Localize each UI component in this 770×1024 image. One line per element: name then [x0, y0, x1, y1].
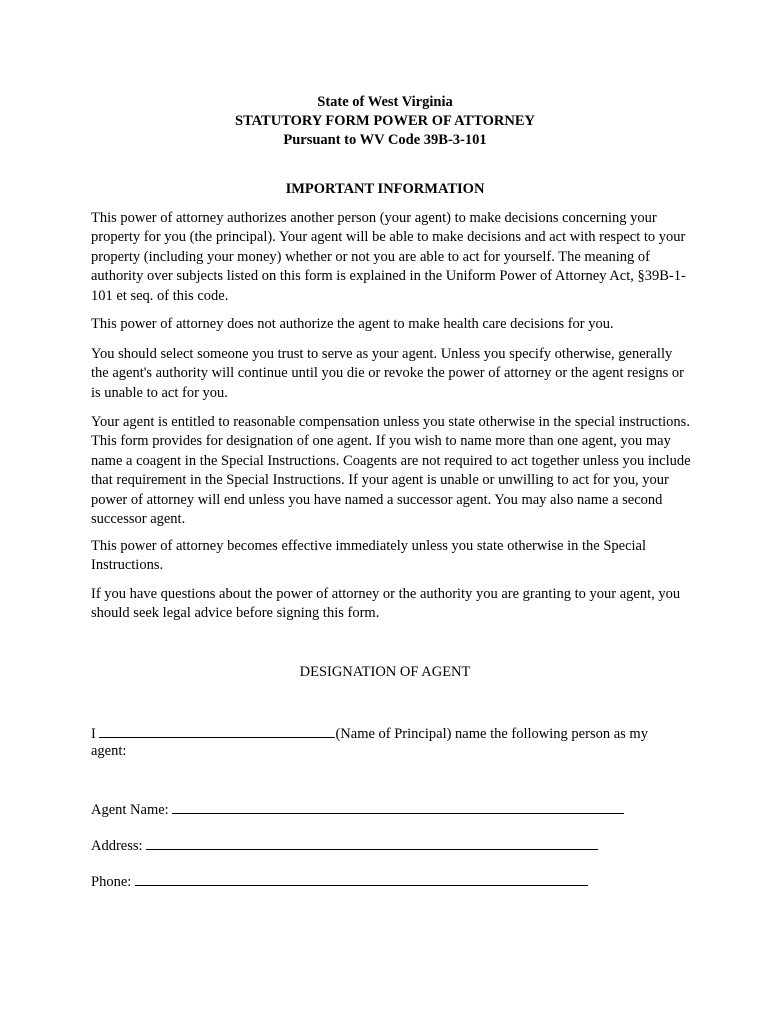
- principal-name-line: [91, 723, 648, 744]
- address-field[interactable]: [146, 835, 598, 850]
- agent-name-line: [91, 799, 624, 820]
- info-paragraph-effective: This power of attorney becomes effective immediately unless you state otherwise in the Special Instructions.: [91, 538, 646, 574]
- principal-prefix: I: [91, 726, 96, 742]
- address-line: [91, 835, 598, 856]
- phone-line: [91, 871, 588, 892]
- principal-suffix: (Name of Principal) name the following person as my: [335, 726, 648, 742]
- principal-continuation: agent:: [91, 743, 127, 759]
- info-paragraph-legal-advice: If you have questions about the power of attorney or the authority you are granting to your agent, you should seek legal advice before signing this form.: [91, 586, 681, 622]
- state-title: State of West Virginia: [317, 94, 453, 110]
- phone-field[interactable]: [135, 871, 588, 886]
- code-reference: Pursuant to WV Code 39B-3-101: [283, 132, 487, 148]
- info-paragraph-health-care: This power of attorney does not authorize the agent to make health care decisions for you.: [91, 316, 614, 332]
- principal-name-field[interactable]: [99, 723, 335, 738]
- form-title: STATUTORY FORM POWER OF ATTORNEY: [235, 113, 535, 129]
- important-info-heading: IMPORTANT INFORMATION: [285, 181, 485, 197]
- address-label: Address:: [91, 838, 147, 854]
- phone-label: Phone:: [91, 874, 135, 890]
- designation-heading: DESIGNATION OF AGENT: [299, 664, 471, 680]
- agent-name-field[interactable]: [172, 799, 624, 814]
- info-paragraph-select-agent: You should select someone you trust to serve as your agent. Unless you specify otherwise, generally the agent's authority will continue until you die or revoke the power of attorney or the agent resigns or is unable to act for you.: [91, 346, 684, 401]
- info-paragraph-compensation: Your agent is entitled to reasonable compensation unless you state otherwise in the special instructions. This form provides for designation of one agent. If you wish to name more than one agent, you may name a coagent in the Special Instructions. Coagents are not required to act together unless you include that requirement in the Special Instructions. If your agent is unable or unwilling to act for you, your power of attorney will end unless you have named a successor agent. You may also name a second successor agent.: [91, 414, 691, 528]
- agent-name-label: Agent Name:: [91, 802, 173, 818]
- info-paragraph-authority: This power of attorney authorizes another person (your agent) to make decisions concerning your property for you (the principal). Your agent will be able to make decisions and act with respect to your property (including your money) whether or not you are able to act for yourself. The meaning of authority over subjects listed on this form is explained in the Uniform Power of Attorney Act, §39B-1-101 et seq. of this code.: [91, 210, 686, 304]
